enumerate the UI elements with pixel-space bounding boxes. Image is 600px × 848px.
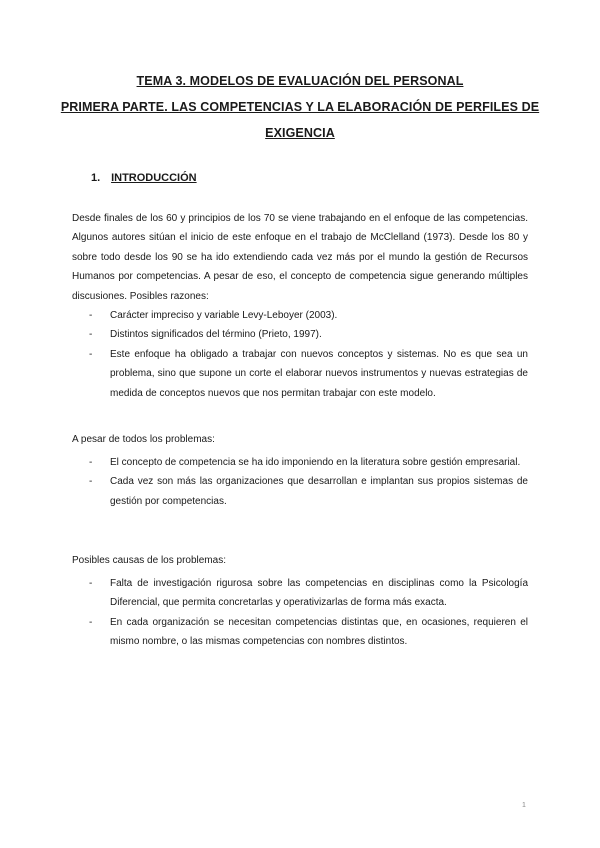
list-item <box>72 453 528 472</box>
document-title-line-3: EXIGENCIA <box>265 126 335 140</box>
bullet-dash: - <box>89 348 93 360</box>
list-item <box>72 613 528 652</box>
list-item <box>72 306 528 325</box>
despite-label: A pesar de todos los problemas: <box>72 434 215 445</box>
bullet-dash: - <box>89 476 93 488</box>
causes-label: Posibles causas de los problemas: <box>72 555 226 566</box>
bullet-dash: - <box>89 578 93 589</box>
list-item <box>72 472 528 511</box>
bullet-dash: - <box>89 310 93 321</box>
bullet-dash: - <box>89 616 93 628</box>
list-item-text: En cada organización se necesitan competencias distintas que, en ocasiones, requieren el mismo nombre, o las mismas competencias con nombres distintos. <box>110 616 528 648</box>
list-item-text: Cada vez son más las organizaciones que desarrollan e implantan sus propios sistemas de gestión por competencias. <box>110 476 528 507</box>
list-item-text: El concepto de competencia se ha ido imponiendo en la literatura sobre gestión empresarial. <box>110 457 521 468</box>
list-item <box>72 345 528 403</box>
list-item <box>72 574 528 613</box>
page-number: 1 <box>522 802 526 809</box>
list-item-text: Carácter impreciso y variable Levy-Leboyer (2003). <box>110 310 338 321</box>
section-number: 1. <box>91 172 101 184</box>
causes-list <box>72 574 528 652</box>
reasons-list <box>72 306 528 403</box>
intro-paragraph: Desde finales de los 60 y principios de los 70 se viene trabajando en el enfoque de las competencias. Algunos autores sitúan el inicio de este enfoque en el trabajo de McClelland (1973). Desde los 80 y sobre todo desde los 90 se ha ido extendiendo cada vez más por el mundo la gestión de Recursos Humanos por competencias. A pesar de eso, el concepto de competencia sigue generando múltiples discusiones. Posibles razones: <box>72 213 528 302</box>
despite-list <box>72 453 528 511</box>
bullet-dash: - <box>89 457 93 468</box>
bullet-dash: - <box>89 329 93 341</box>
list-item-text: Este enfoque ha obligado a trabajar con nuevos conceptos y sistemas. No es que sea un problema, sino que supone un corte el elaborar nuevos instrumentos y nuevas estrategias de medida de conceptos nuevos que nos permitan trabajar con este modelo. <box>110 348 528 399</box>
list-item-text: Falta de investigación rigurosa sobre las competencias en disciplinas como la Psicología Diferencial, que permita concretarlas y operativizarlas de forma más exacta. <box>110 578 528 609</box>
list-item-text: Distintos significados del término (Prieto, 1997). <box>110 329 322 341</box>
list-item <box>72 325 528 344</box>
document-title-line-1: TEMA 3. MODELOS DE EVALUACIÓN DEL PERSONAL <box>136 74 464 88</box>
document-title-line-2: PRIMERA PARTE. LAS COMPETENCIAS Y LA ELABORACIÓN DE PERFILES DE <box>60 100 540 114</box>
section-title: INTRODUCCIÓN <box>111 172 197 184</box>
section-heading <box>91 172 197 184</box>
